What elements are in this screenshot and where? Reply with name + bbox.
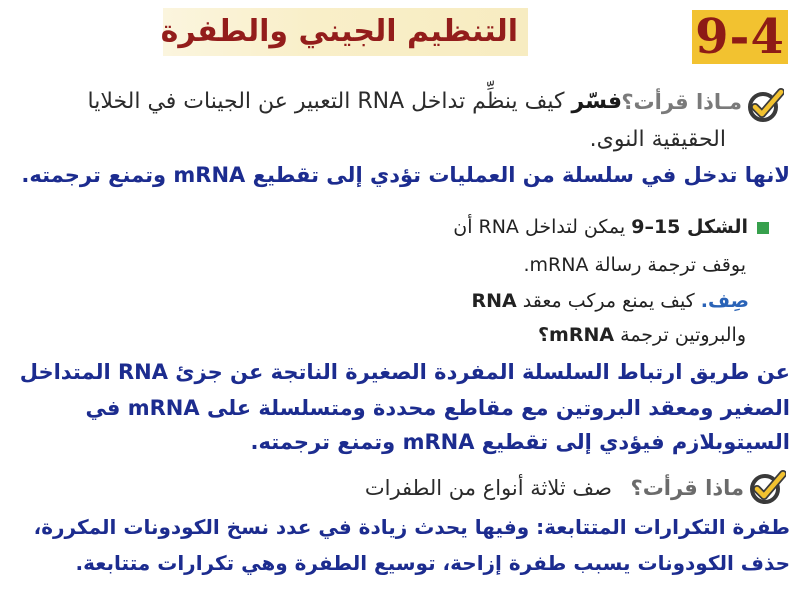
describe-text-2: والبروتين ترجمة bbox=[620, 324, 746, 346]
describe-question-line2 bbox=[538, 320, 746, 350]
describe-question-line1 bbox=[471, 286, 749, 316]
describe-mrna: mRNA؟ bbox=[538, 324, 615, 346]
reading-check-label-2: ماذا قرأت؟ bbox=[630, 476, 744, 500]
answer-3-line1: طفرة التكرارات المتتابعة: وفيها يحدث زيادة في عدد نسخ الكودونات المكررة، bbox=[33, 515, 790, 539]
explain-verb: فسّر bbox=[571, 89, 622, 114]
reading-check-label: مـاذا قرأت؟ bbox=[621, 90, 742, 114]
checkmark-circle-icon bbox=[750, 470, 786, 504]
answer-3-line2: حذف الكودونات يسبب طفرة إزاحة، توسيع الطفرة وهي تكرارات متتابعة. bbox=[75, 551, 790, 575]
checkmark-circle-icon bbox=[748, 88, 784, 122]
figure-caption-line2: يوقف ترجمة رسالة mRNA. bbox=[523, 254, 746, 276]
figure-label: الشكل 15–9 bbox=[631, 216, 748, 238]
answer-2-line3: السيتوبلازم فيؤدي إلى تقطيع mRNA وتمنع ترجمته. bbox=[250, 430, 790, 454]
reading-check-question-line2: الحقيقية النوى. bbox=[589, 127, 726, 152]
answer-2-line1: عن طريق ارتباط السلسلة المفردة الصغيرة الناتجة عن جزئ RNA المتداخل bbox=[19, 360, 790, 384]
answer-1: لانها تدخل في سلسلة من العمليات تؤدي إلى تقطيع mRNA وتمنع ترجمته. bbox=[21, 163, 790, 187]
answer-2-line2: الصغير ومعقد البروتين مع مقاطع محددة ومتسلسلة على mRNA في bbox=[85, 396, 790, 420]
describe-rna: RNA bbox=[471, 290, 517, 312]
green-square-icon bbox=[757, 222, 769, 234]
section-number: 9-4 bbox=[692, 10, 788, 64]
describe-word: صِف. bbox=[700, 290, 749, 312]
figure-caption-text: يمكن لتداخل RNA أن bbox=[453, 216, 626, 238]
question-text: كيف ينظِّم تداخل RNA التعبير عن الجينات في الخلايا bbox=[87, 89, 565, 114]
section-title: التنظيم الجيني والطفرة bbox=[160, 14, 518, 49]
reading-check-question-line1 bbox=[62, 86, 622, 118]
describe-text: كيف يمنع مركب معقد bbox=[522, 290, 695, 312]
figure-caption-line1 bbox=[453, 212, 748, 242]
reading-check-question-2: صف ثلاثة أنواع من الطفرات bbox=[364, 476, 612, 500]
